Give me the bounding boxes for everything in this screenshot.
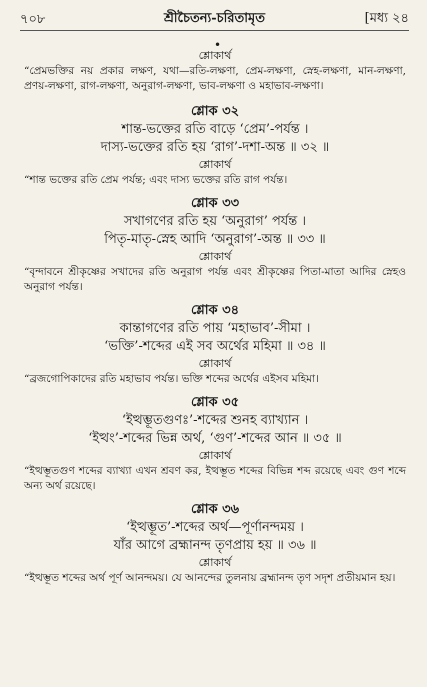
translation-heading: শ্লোকার্থ bbox=[198, 357, 232, 370]
sloka-heading: শ্লোক ৩৬ bbox=[190, 502, 240, 517]
verse-line: সখাগণের রতি হয় ‘অনুরাগ’ পর্যন্ত । bbox=[123, 214, 307, 229]
sloka-block-36 bbox=[24, 501, 406, 586]
translation-block-31 bbox=[24, 48, 406, 94]
verse-line: দাস্য-ভক্তের রতি হয় ‘রাগ’-দশা-অন্ত ॥ ৩২ ॥ bbox=[100, 140, 330, 155]
verse-line: ‘ইত্থম্ভূত’-শব্দের অর্থ—পূর্ণানন্দময় । bbox=[126, 520, 304, 535]
translation-heading: শ্লোকার্থ bbox=[198, 158, 232, 171]
translation-text: “শান্ত ভক্তের রতি প্রেম পর্যন্ত; এবং দাস্য ভক্তের রতি রাগ পর্যন্ত। bbox=[24, 174, 288, 186]
page-content bbox=[24, 48, 406, 593]
translation-heading: শ্লোকার্থ bbox=[198, 449, 232, 462]
translation-text: “ব্রজগোপিকাদের রতি মহাভাব পর্যন্ত। ভক্তি শব্দের অর্থের এইসব মহিমা। bbox=[24, 373, 319, 385]
translation-text: “প্রেমভক্তির নয় প্রকার লক্ষণ, যথা—রতি-লক্ষণা, প্রেম-লক্ষণা, স্নেহ-লক্ষণা, মান-লক্ষণা, প্রণয়-লক্ষণা, রাগ-লক্ষণা, অনুরাগ-লক্ষণা, ভাব-লক্ষণা ও মহাভাব-লক্ষণা। bbox=[24, 65, 406, 92]
sloka-heading: শ্লোক ৩২ bbox=[190, 104, 240, 119]
sloka-block-34 bbox=[24, 302, 406, 387]
verse-line: ‘ইত্থং’-শব্দের ভিন্ন অর্থ, ‘গুণ’-শব্দের আন ॥ ৩৫ ॥ bbox=[88, 431, 342, 446]
verse-line: ‘ইত্থম্ভূতগুণঃ’-শব্দের শুনহ ব্যাখ্যান । bbox=[121, 413, 309, 428]
page-header bbox=[20, 8, 409, 31]
verse-line: কান্তাগণের রতি পায় ‘মহাভাব’-সীমা । bbox=[119, 321, 311, 336]
translation-heading: শ্লোকার্থ bbox=[198, 250, 232, 263]
sloka-block-33 bbox=[24, 195, 406, 295]
verse-line: শান্ত-ভক্তের রতি বাড়ে ‘প্রেম’-পর্যন্ত । bbox=[121, 122, 309, 137]
top-dot-mark: • bbox=[214, 38, 222, 52]
sloka-block-35 bbox=[24, 394, 406, 494]
verse-line: যাঁর আগে ব্রহ্মানন্দ তৃণপ্রায় হয় ॥ ৩৬ ॥ bbox=[113, 538, 317, 553]
sloka-block-32 bbox=[24, 103, 406, 188]
sloka-heading: শ্লোক ৩৫ bbox=[190, 395, 240, 410]
translation-text: “ইত্থম্ভূতগুণ শব্দের ব্যাখ্যা এখন শ্রবণ কর, ইত্থম্ভূত শব্দের বিভিন্ন শব্দ রয়েছে এবং গুণ শব্দে অন্য অর্থ রয়েছে। bbox=[24, 465, 406, 492]
chapter-reference: [মধ্য ২৪ bbox=[364, 11, 409, 26]
verse-line: ‘ভক্তি’-শব্দের এই সব অর্থের মহিমা ॥ ৩৪ ॥ bbox=[104, 339, 326, 354]
page-number: ৭০৮ bbox=[20, 12, 46, 27]
running-title: শ্রীচৈতন্য-চরিতামৃত bbox=[163, 11, 266, 26]
sloka-heading: শ্লোক ৩৩ bbox=[190, 196, 240, 211]
translation-heading: শ্লোকার্থ bbox=[198, 49, 232, 62]
verse-line: পিতৃ-মাতৃ-স্নেহ আদি ‘অনুরাগ’-অন্ত ॥ ৩৩ ॥ bbox=[104, 232, 326, 247]
translation-text: “ইত্থম্ভূত শব্দের অর্থ পূর্ণ আনন্দময়। যে আনন্দের তুলনায় ব্রহ্মানন্দ তৃণ সদৃশ প্রতীয়মান হয়। bbox=[24, 572, 396, 584]
translation-heading: শ্লোকার্থ bbox=[198, 556, 232, 569]
translation-text: “বৃন্দাবনে শ্রীকৃষ্ণের সখাদের রতি অনুরাগ পর্যন্ত এবং শ্রীকৃষ্ণের পিতা-মাতা আদির স্নেহও অনুরাগ পর্যন্ত। bbox=[24, 266, 406, 293]
sloka-heading: শ্লোক ৩৪ bbox=[190, 303, 240, 318]
